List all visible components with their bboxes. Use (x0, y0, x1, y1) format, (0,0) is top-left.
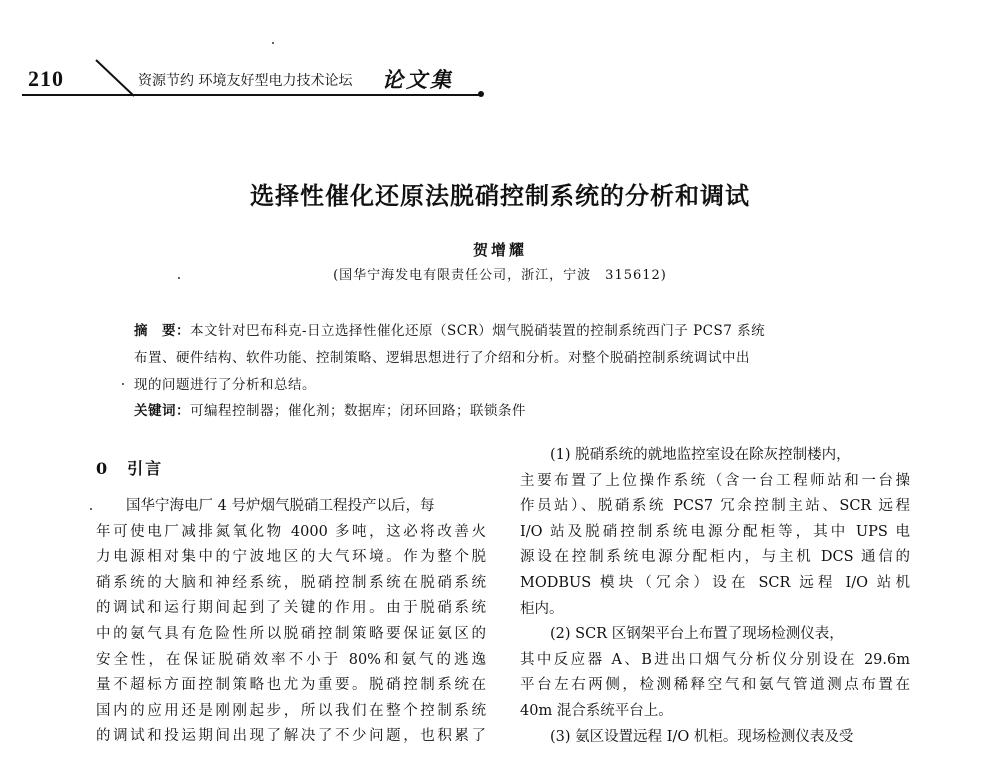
running-title: 资源节约 环境友好型电力技术论坛 (138, 73, 353, 89)
abstract-line (134, 319, 765, 339)
paragraph-line: (1) 脱硝系统的就地监控室设在除灰控制楼内， (550, 447, 851, 463)
scan-speck (178, 277, 180, 279)
paragraph-line: 源设在控制系统电源分配柜内，与主机 DCS 通信的 (520, 549, 910, 566)
keywords-label: 关键词： (134, 403, 190, 419)
page-number: 210 (28, 66, 64, 91)
paragraph-line: (2) SCR 区钢架平台上布置了现场检测仪表， (550, 626, 844, 643)
paragraph-line: 力电源相对集中的宁波地区的大气环境。作为整个脱 (96, 549, 486, 566)
abstract-text: 本文针对巴布科克-日立选择性催化还原（SCR）烟气脱硝装置的控制系统西门子 PCS7 系统 (190, 323, 766, 339)
paragraph-line: 的调试和投运期间出现了解决了不少问题，也积累了 (96, 728, 486, 745)
right-column (520, 443, 910, 750)
scan-speck (122, 383, 124, 385)
author-affiliation: (国华宁海发电有限责任公司，浙江，宁波 315612) (333, 268, 667, 283)
paragraph-line: MODBUS 模块（冗余）设在 SCR 远程 I/O 站机 (520, 574, 910, 591)
collection-title: 论文集 (382, 67, 454, 92)
paragraph-line: 中的氨气具有危险性所以脱硝控制策略要保证氨区的 (96, 625, 486, 642)
paragraph-line: I/O 站及脱硝控制系统电源分配柜等，其中 UPS 电 (520, 523, 910, 540)
paragraph-line: (3) 氨区设置远程 I/O 机柜。现场检测仪表及受 (550, 728, 854, 745)
paragraph-line: 安全性，在保证脱硝效率不小于 80%和氨气的逃逸 (96, 651, 486, 668)
paragraph-line: 硝系统的大脑和神经系统，脱硝控制系统在脱硝系统 (96, 574, 486, 591)
paragraph-line: 柜内。 (520, 600, 564, 617)
paragraph-line: 的调试和运行期间起到了关键的作用。由于脱硝系统 (96, 600, 486, 617)
header-rule-right (138, 94, 482, 96)
header-slash-rule (94, 58, 136, 98)
abstract-label: 摘 要： (134, 323, 190, 339)
section-heading: 0 引言 (96, 459, 164, 478)
scan-speck (272, 42, 274, 44)
keywords-text: 可编程控制器；催化剂；数据库；闭环回路；联锁条件 (190, 403, 526, 419)
paragraph-line: 年可使电厂减排氮氧化物 4000 多吨，这必将改善火 (96, 523, 486, 540)
paragraph-line: 量不超标方面控制策略也尤为重要。脱硝控制系统在 (96, 677, 486, 694)
paragraph-line: 40m 混合系统平台上。 (520, 702, 673, 719)
scan-speck (90, 508, 92, 510)
paragraph-line: 平台左右两侧，检测稀释空气和氨气管道测点布置在 (520, 677, 910, 694)
keywords-line (134, 399, 526, 419)
author-name: 贺增耀 (472, 241, 527, 259)
abstract-line: 布置、硬件结构、软件功能、控制策略、逻辑思想进行了介绍和分析。对整个脱硝控制系统调试中出 (134, 350, 750, 366)
paragraph-line: 国华宁海电厂 4 号炉烟气脱硝工程投产以后，每 (126, 498, 435, 514)
paragraph-line: 国内的应用还是刚刚起步，所以我们在整个控制系统 (96, 702, 486, 719)
left-column (96, 494, 486, 750)
article-title: 选择性催化还原法脱硝控制系统的分析和调试 (250, 181, 750, 210)
paragraph-line: 其中反应器 A、B进出口烟气分析仪分别设在 29.6m (520, 651, 910, 668)
paragraph-line: 主要布置了上位操作系统（含一台工程师站和一台操 (520, 472, 910, 489)
paragraph-line: 作员站）、脱硝系统 PCS7 冗余控制主站、SCR 远程 (520, 498, 910, 515)
abstract-line: 现的问题进行了分析和总结。 (134, 377, 316, 393)
